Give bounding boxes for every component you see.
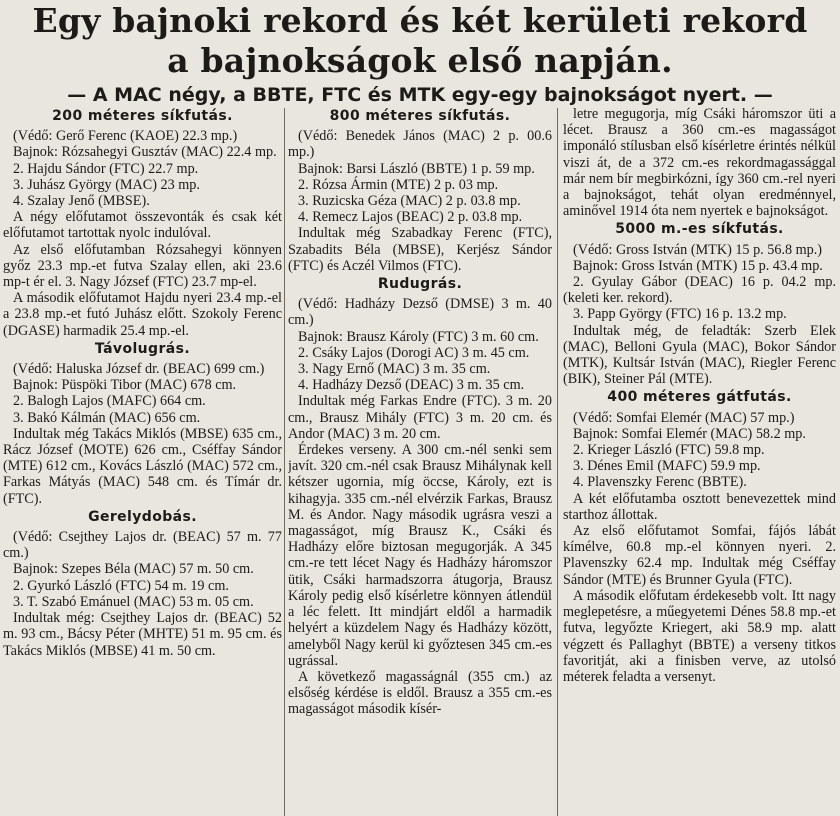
paragraph: Indultak még: Csejthey Lajos dr. (BEAC) 52 m. 93 cm., Bácsy Péter (MHTE) 51 m. 95 cm. és Takács Miklós (MBSE) 41 m. 50 cm. xyxy=(3,610,282,659)
paragraph: (Védő: Somfai Elemér (MAC) 57 mp.) xyxy=(573,409,795,426)
paragraph: 3. Juhász György (MAC) 23 mp. xyxy=(13,176,200,193)
section-heading: 400 méteres gátfutás. xyxy=(607,389,792,406)
paragraph: letre megugorja, míg Csáki háromszor üti a lécet. Brausz a 360 cm.-es magasságot imponáló stílusban első kísérletre érintés nélkül viszi át, de a 372 cm.-es rekordmagassággal már nem bír megbirkózni, így 360 cm.-rel nyeri a bajnokságot, tehát olyan eredménnyel, aminővel 1914 óta nem nyertek e bajnokságot. xyxy=(563,106,836,220)
paragraph: 2. Gyulay Gábor (DEAC) 16 p. 04.2 mp. (keleti ker. rekord). xyxy=(563,274,836,307)
paragraph: 3. Bakó Kálmán (MAC) 656 cm. xyxy=(13,409,201,426)
paragraph: 3. Nagy Ernő (MAC) 3 m. 35 cm. xyxy=(298,361,491,378)
section-heading: 800 méteres síkfutás. xyxy=(329,108,511,124)
paragraph: Az első előfutamot Somfai, fájós lábát kímélve, 60.8 mp.-el könnyen nyeri. 2. Plavenszky 62.4 mp. Indultak még Cséffay Sándor (MTE) és Brunner Gyula (FTC). xyxy=(563,523,836,588)
paragraph: Bajnok: Szepes Béla (MAC) 57 m. 50 cm. xyxy=(13,561,254,578)
paragraph: Bajnok: Püspöki Tibor (MAC) 678 cm. xyxy=(13,377,237,394)
paragraph: 2. Gyurkó László (FTC) 54 m. 19 cm. xyxy=(13,577,229,594)
paragraph: 2. Krieger László (FTC) 59.8 mp. xyxy=(573,442,765,459)
paragraph: Indultak még Szabadkay Ferenc (FTC), Szabadits Béla (MBSE), Kerjész Sándor (FTC) és Aczél Vilmos (FTC). xyxy=(288,225,552,274)
section-heading: 200 méteres síkfutás. xyxy=(52,108,233,124)
paragraph: 3. Dénes Emil (MAFC) 59.9 mp. xyxy=(573,458,761,475)
paragraph: 4. Hadházy Dezső (DEAC) 3 m. 35 cm. xyxy=(298,377,525,394)
column-1 xyxy=(3,106,282,816)
paragraph: 2. Csáky Lajos (Dorogi AC) 3 m. 45 cm. xyxy=(298,344,530,361)
column-2 xyxy=(288,106,552,816)
section-heading: Rudugrás. xyxy=(377,276,463,293)
section-heading: Távolugrás. xyxy=(94,340,191,357)
paragraph: 3. Ruzicska Géza (MAC) 2 p. 03.8 mp. xyxy=(298,193,521,210)
headline-line-1: Egy bajnoki rekord és két kerületi rekord xyxy=(32,1,808,40)
paragraph: (Védő: Haluska József dr. (BEAC) 699 cm.) xyxy=(13,361,265,378)
paragraph: Bajnok: Rózsahegyi Gusztáv (MAC) 22.4 mp. xyxy=(13,144,277,161)
paragraph: 3. T. Szabó Emánuel (MAC) 53 m. 05 cm. xyxy=(13,593,254,610)
paragraph: Bajnok: Somfai Elemér (MAC) 58.2 mp. xyxy=(573,425,806,442)
paragraph: Indultak még Takács Miklós (MBSE) 635 cm., Rácz József (MOTE) 626 cm., Cséffay Sándor (MTE) 612 cm., Kovács László (MAC) 572 cm., Farkas Mátyás (MAC) 548 cm. és Tímár dr. (FTC). xyxy=(3,425,282,507)
paragraph: (Védő: Benedek János (MAC) 2 p. 00.6 mp.) xyxy=(288,128,552,161)
paragraph: (Védő: Csejthey Lajos dr. (BEAC) 57 m. 77 cm.) xyxy=(3,529,282,562)
paragraph: (Védő: Gross István (MTK) 15 p. 56.8 mp.) xyxy=(573,241,823,258)
paragraph: Bajnok: Barsi László (BBTE) 1 p. 59 mp. xyxy=(298,160,535,177)
paragraph: Bajnok: Brausz Károly (FTC) 3 m. 60 cm. xyxy=(298,328,539,345)
column-rule xyxy=(557,108,558,816)
paragraph: Indultak még Farkas Endre (FTC). 3 m. 20 cm., Brausz Mihály (FTC) 3 m. 20 cm. és Andor (MAC) 3 m. 20 cm. xyxy=(288,393,552,442)
section-heading: Gerelydobás. xyxy=(88,508,197,525)
paragraph: A következő magasságnál (355 cm.) az elsőség kérdése is eldől. Brausz a 355 cm.-es magasságot második kísér- xyxy=(288,668,552,718)
paragraph: A második előfutamot Hajdu nyeri 23.4 mp.-el a 23.8 mp.-et futó Juhász előtt. Szokoly Ferenc (DGASE) harmadik 25.4 mp.-el. xyxy=(3,290,282,339)
paragraph: A második előfutam érdekesebb volt. Itt nagy meglepetésre, a műegyetemi Dénes 58.8 mp.-et futva, legyőzte Kriegert, aki 58.9 mp. alatt végzett és Pallaghyt (BBTE) a verseny titkos favoritját, aki a finisben verve, az utolsó méterek feladta a versenyt. xyxy=(563,587,836,685)
subheadline: — A MAC négy, a BBTE, FTC és MTK egy-egy bajnokságot nyert. — xyxy=(67,84,773,106)
paragraph: 4. Szalay Jenő (MBSE). xyxy=(13,193,150,210)
paragraph: 2. Hajdu Sándor (FTC) 22.7 mp. xyxy=(13,160,199,177)
paragraph: A két előfutamba osztott benevezettek mind starthoz állottak. xyxy=(563,490,836,523)
paragraph: (Védő: Gerő Ferenc (KAOE) 22.3 mp.) xyxy=(13,128,238,145)
column-rule xyxy=(284,108,285,816)
paragraph: 4. Plavenszky Ferenc (BBTE). xyxy=(573,474,747,491)
paragraph: Indultak még, de feladták: Szerb Elek (MAC), Belloni Gyula (MAC), Bokor Sándor (MTK), Kultsár István (MAC), Riegler Ferenc (BIK), Steiner Pál (MTE). xyxy=(563,322,836,388)
paragraph: 2. Rózsa Ármin (MTE) 2 p. 03 mp. xyxy=(298,176,499,193)
paragraph: 2. Balogh Lajos (MAFC) 664 cm. xyxy=(13,393,206,410)
section-heading: 5000 m.-es síkfutás. xyxy=(615,221,784,238)
paragraph: Érdekes verseny. A 300 cm.-nél senki sem javít. 320 cm.-nél csak Brausz Mihálynak kell kétszer ugornia, míg öccse, Károly, ezt is kihagyja. 335 cm.-nél elvérzik Farkas, Brausz M. és Andor. Nagy második ugrásra veszi a magasságot, míg Brausz K., Csáki és Hadházy előre biztosan megugorják. A 345 cm.-re tett lécet Nagy és Hadházy háromszor ütik, Csáki harmadszorra átugorja, Brausz Károly pedig első kísérletre könnyen átlendül a léc felett. Itt mindjárt eldől a harmadik helyért a küzdelem Nagy és Hadházy között, amelyből Nagy kerül ki győztesen 345 cm.-es ugrással. xyxy=(288,442,552,669)
paragraph: Bajnok: Gross István (MTK) 15 p. 43.4 mp. xyxy=(573,257,823,274)
paragraph: A négy előfutamot összevonták és csak két előfutamot tartottak nyolc indulóval. xyxy=(3,209,282,242)
column-3 xyxy=(563,106,836,816)
paragraph: (Védő: Hadházy Dezső (DMSE) 3 m. 40 cm.) xyxy=(288,296,552,329)
headline xyxy=(0,0,840,82)
headline-line-2: a bajnokságok első napján. xyxy=(167,41,673,80)
paragraph: 3. Papp György (FTC) 16 p. 13.2 mp. xyxy=(573,306,787,323)
paragraph: 4. Remecz Lajos (BEAC) 2 p. 03.8 mp. xyxy=(298,209,523,226)
paragraph: Az első előfutamban Rózsahegyi könnyen győz 23.3 mp.-et futva Szalay ellen, aki 23.6 mp-t ér el. 3. Nagy József (FTC) 23.7 mp-el. xyxy=(3,241,282,291)
